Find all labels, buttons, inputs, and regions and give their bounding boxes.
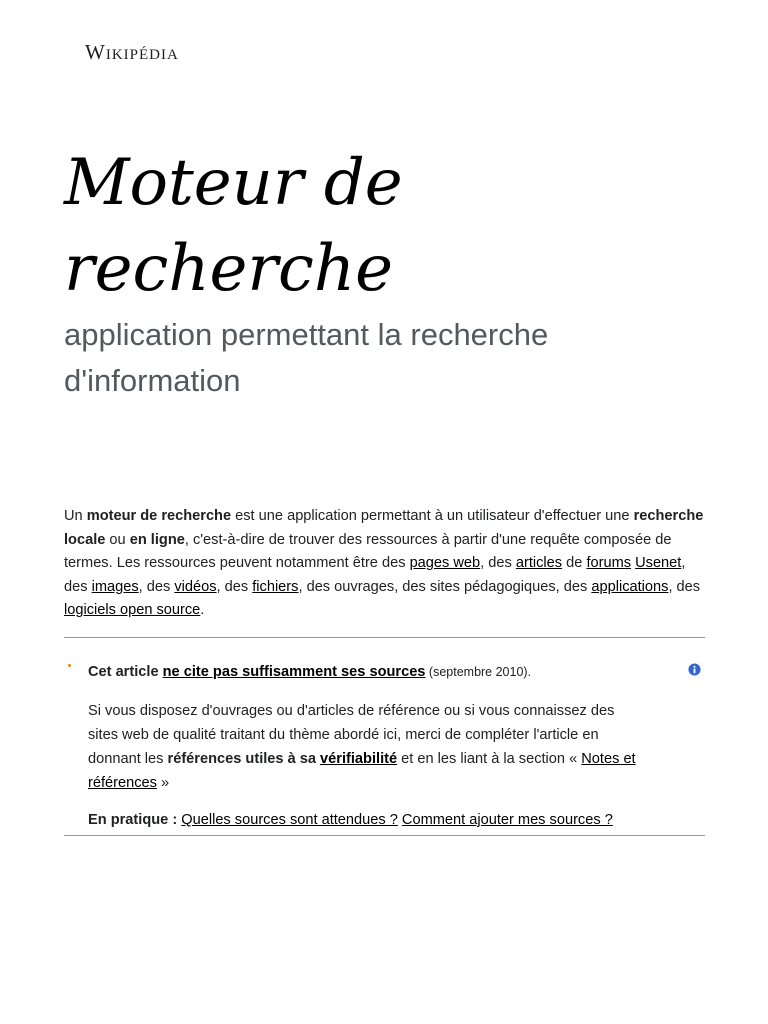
intro-text: , des xyxy=(64,555,686,595)
link-quelles-sources[interactable]: Quelles sources sont attendues ? xyxy=(181,812,398,828)
notice-body-text: » xyxy=(156,775,170,791)
notice-date: (septembre 2010). xyxy=(425,665,532,679)
page-title-line-1: Moteur de xyxy=(64,146,403,220)
notice-bullet-icon xyxy=(68,664,71,667)
intro-bold-term: recherche locale xyxy=(64,508,704,548)
intro-bold-term: moteur de recherche xyxy=(86,508,232,524)
link-usenet[interactable]: Usenet xyxy=(635,555,682,571)
page-title xyxy=(64,140,664,312)
wikipedia-logo[interactable]: Wikipédia xyxy=(85,40,179,64)
intro-text: , des xyxy=(668,578,701,595)
intro-text: , des xyxy=(480,555,516,571)
notice-bottom-divider xyxy=(64,835,705,836)
notice-practical xyxy=(88,809,688,832)
intro-text: , des ouvrages, des sites pédagogiques, des xyxy=(298,578,592,595)
notice-heading-bold: Cet article xyxy=(88,664,163,680)
notice-body xyxy=(88,699,648,795)
link-videos[interactable]: vidéos xyxy=(174,578,217,595)
intro-text: , des xyxy=(138,578,175,595)
intro-text: Un xyxy=(64,508,87,524)
intro-text: , des xyxy=(216,578,253,595)
link-notes-et-references[interactable]: Notes et références xyxy=(88,751,636,791)
link-images[interactable]: images xyxy=(91,578,139,595)
notice-practical-label: En pratique : xyxy=(88,812,182,828)
link-forums[interactable]: forums xyxy=(586,555,632,571)
notice-body-text: Si vous disposez d'ouvrages ou d'articles de référence ou si vous connaissez des sites web de qualité traitant du thème abordé ici, merci de compléter l'article en donnant les xyxy=(88,703,615,767)
link-pages-web[interactable]: pages web xyxy=(409,555,481,571)
notice-body-text: et en les liant à la section « xyxy=(397,751,582,767)
intro-paragraph xyxy=(64,505,704,623)
notice-top-divider xyxy=(64,637,705,638)
page-subtitle: application permettant la recherche d'information xyxy=(64,317,549,398)
intro-text: de xyxy=(562,555,587,571)
link-fichiers[interactable]: fichiers xyxy=(252,578,299,595)
intro-text: est une application permettant à un utilisateur d'effectuer une xyxy=(231,508,634,524)
intro-text: , c'est-à-dire de trouver des ressources à partir d'une requête composée de termes. Les ressources peuvent notamment être des xyxy=(64,531,672,571)
link-comment-ajouter-sources[interactable]: Comment ajouter mes sources ? xyxy=(401,812,613,828)
notice-heading xyxy=(88,661,678,684)
page-title-line-2: recherche xyxy=(64,232,393,306)
intro-text: . xyxy=(200,602,205,618)
link-applications[interactable]: applications xyxy=(591,578,669,595)
notice-body-bold: références utiles à sa xyxy=(167,751,321,767)
intro-text: ou xyxy=(105,531,130,548)
link-articles[interactable]: articles xyxy=(515,555,563,571)
intro-bold-term: en ligne xyxy=(129,531,185,548)
link-verifiabilite[interactable]: vérifiabilité xyxy=(320,751,398,767)
info-icon[interactable] xyxy=(688,663,701,676)
link-ne-cite-pas-sources[interactable]: ne cite pas suffisamment ses sources xyxy=(162,664,426,680)
link-logiciels-open-source[interactable]: logiciels open source xyxy=(64,602,201,618)
